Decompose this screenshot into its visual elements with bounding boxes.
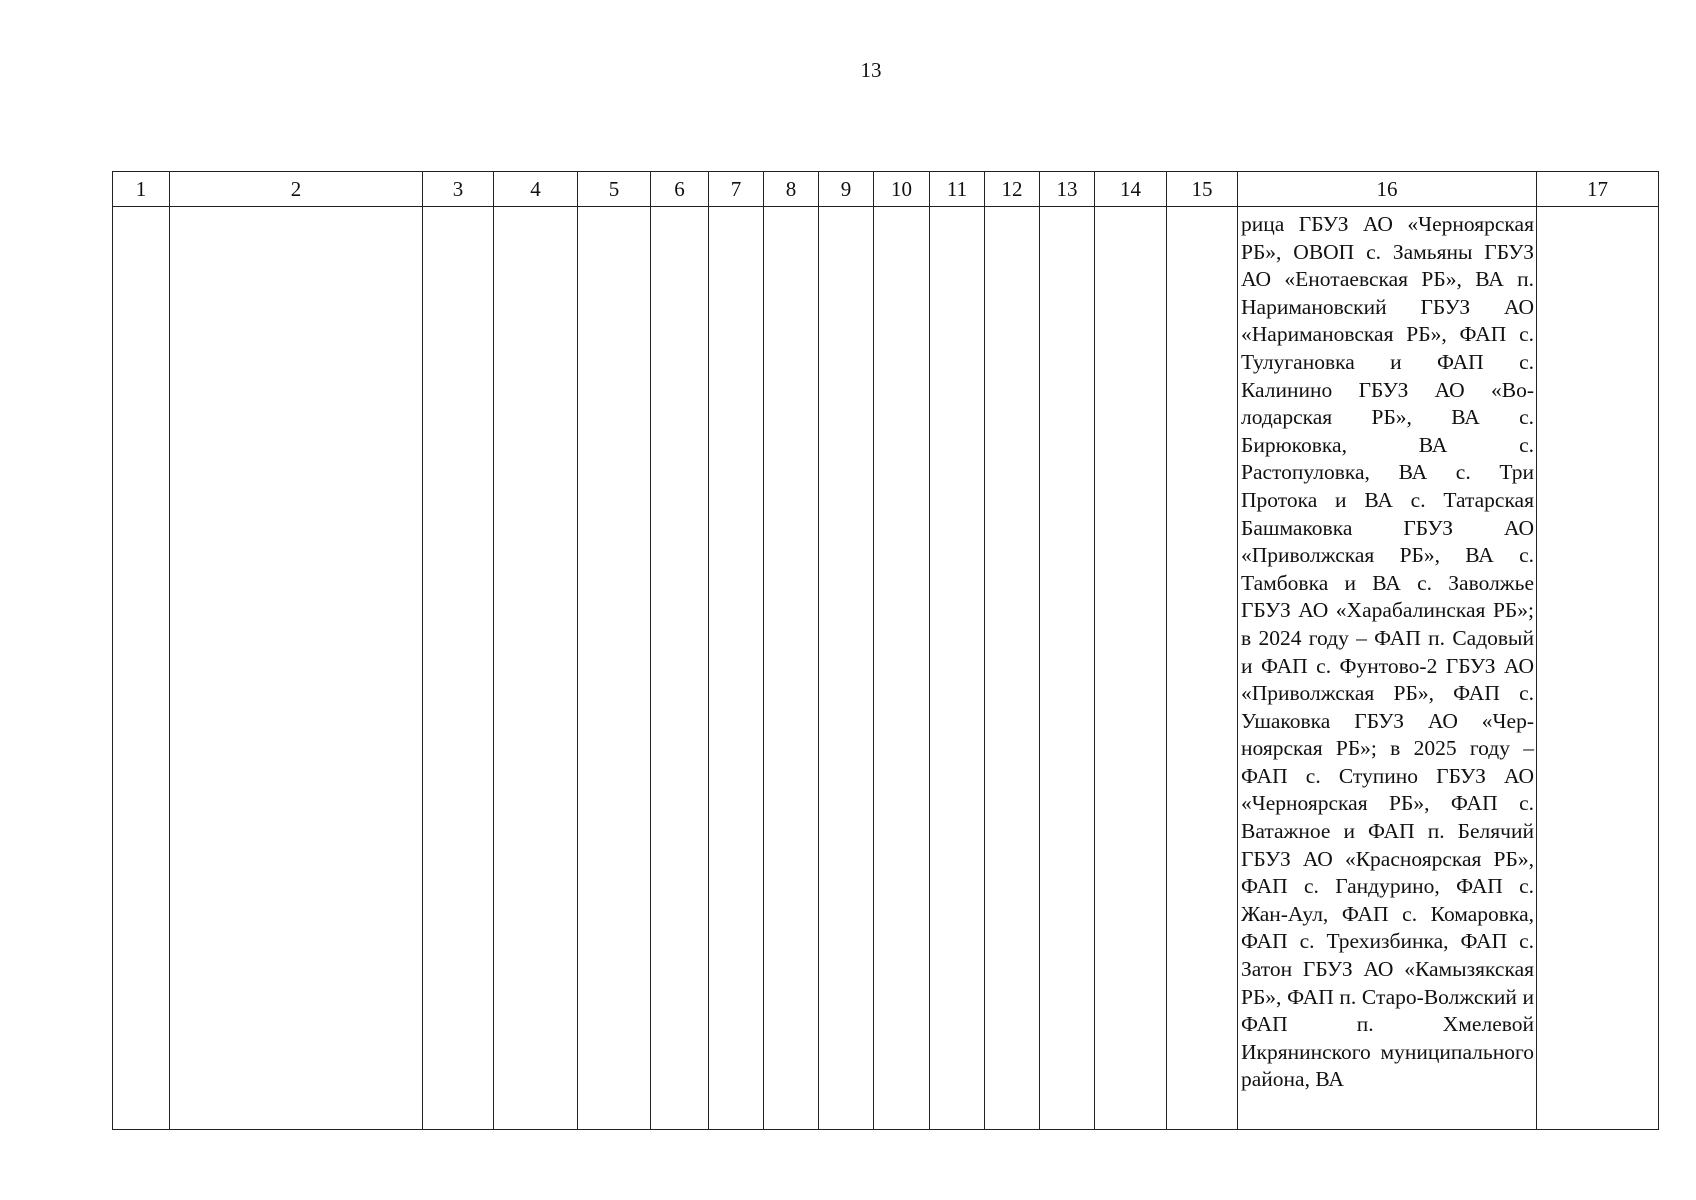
table-cell-2 [170, 207, 423, 1130]
table-cell-16 [1238, 207, 1537, 1130]
table-cell-15 [1167, 207, 1238, 1130]
table-cell-9 [819, 207, 874, 1130]
table-cell-14 [1095, 207, 1167, 1130]
table-cell-17 [1537, 207, 1659, 1130]
column-header-7: 7 [709, 172, 764, 207]
table-cell-8 [764, 207, 819, 1130]
column-header-17: 17 [1537, 172, 1659, 207]
column-header-4: 4 [494, 172, 578, 207]
column-header-12: 12 [985, 172, 1040, 207]
column-header-10: 10 [874, 172, 930, 207]
column-header-6: 6 [651, 172, 709, 207]
column-header-3: 3 [423, 172, 494, 207]
column-header-15: 15 [1167, 172, 1238, 207]
table-cell-4 [494, 207, 578, 1130]
column-header-9: 9 [819, 172, 874, 207]
column-header-5: 5 [578, 172, 651, 207]
cell-16-text: рица ГБУЗ АО «Черноярская РБ», ОВОП с. Замьяны ГБУЗ АО «Енотаевская РБ», ВА п. Наримановский ГБУЗ АО «Наримановская РБ», ФАП с. Тулугановка и ФАП с. Калинино ГБУЗ АО «Володарская РБ», ВА с. Бирюковка, ВА с. Растопуловка, ВА с. Три Протока и ВА с. Татарская Башмаковка ГБУЗ АО «Приволжская РБ», ВА с. Тамбовка и ВА с. Заволжье ГБУЗ АО «Харабалинская РБ»; в 2024 году – ФАП п. Садовый и ФАП с. Фунтово-2 ГБУЗ АО «Приволжская РБ», ФАП с. Ушаковка ГБУЗ АО «Черноярская РБ»; в 2025 году – ФАП с. Ступино ГБУЗ АО «Черноярская РБ», ФАП с. Ватажное и ФАП п. Белячий ГБУЗ АО «Красноярская РБ», ФАП с. Гандурино, ФАП с. Жан-Аул, ФАП с. Комаровка, ФАП с. Трехизбинка, ФАП с. Затон ГБУЗ АО «Камызякская РБ», ФАП п. Старо-Волжский и ФАП п. Хмелевой Икрянинского муниципального района, ВА [1241, 212, 1534, 1092]
table-cell-11 [930, 207, 985, 1130]
data-table [112, 171, 1659, 1130]
column-header-1: 1 [113, 172, 170, 207]
column-header-14: 14 [1095, 172, 1167, 207]
table-row [113, 207, 1659, 1130]
table-cell-13 [1040, 207, 1095, 1130]
page-number: 13 [860, 58, 882, 82]
table-cell-6 [651, 207, 709, 1130]
table-cell-12 [985, 207, 1040, 1130]
header-row [113, 172, 1659, 207]
table-cell-5 [578, 207, 651, 1130]
table-cell-10 [874, 207, 930, 1130]
table-cell-1 [113, 207, 170, 1130]
column-header-8: 8 [764, 172, 819, 207]
column-header-11: 11 [930, 172, 985, 207]
table-cell-3 [423, 207, 494, 1130]
table-cell-7 [709, 207, 764, 1130]
column-header-13: 13 [1040, 172, 1095, 207]
column-header-16: 16 [1238, 172, 1537, 207]
column-header-2: 2 [170, 172, 423, 207]
